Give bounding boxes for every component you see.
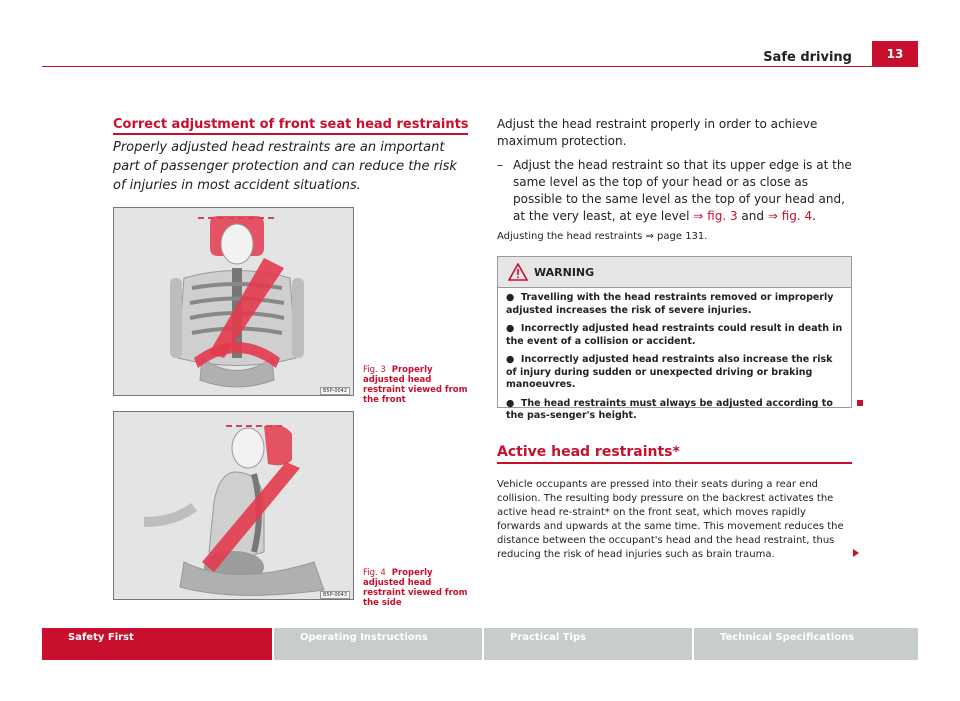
- section-heading: Active head restraints*: [497, 444, 680, 460]
- fig3-link[interactable]: ⇒ fig. 3: [693, 209, 738, 223]
- figure-tag: B5P-0042: [320, 387, 350, 395]
- section-intro: Properly adjusted head restraints are an important part of passenger protection and can reduce the risk of injuries in most accident situations.: [113, 140, 457, 193]
- section-heading: Correct adjustment of front seat head restraints: [113, 117, 469, 132]
- figure-side-view: [113, 411, 354, 600]
- warning-item-text: Incorrectly adjusted head restraints could result in death in the event of a collision or accident.: [506, 323, 843, 347]
- fig4-link[interactable]: ⇒ fig. 4: [767, 209, 813, 223]
- figure-caption: [363, 568, 468, 608]
- figure-tag: B5P-0043: [320, 591, 350, 599]
- step-text-main: Adjust the head restraint so that its upper edge is at the same level as the top of your head or as close as possible to the same level as the top of your head and, at the very least, at eye level: [513, 158, 852, 223]
- section-heading-rule: [497, 462, 852, 464]
- warning-title: WARNING: [534, 266, 595, 279]
- active-restraints-body: Vehicle occupants are pressed into their seats during a rear end collision. The resulting body pressure on the backrest activates the active head re-straint* on the front seat, which moves rapidly forwards and upwards at the same time. This movement reduces the distance between the occupant's head and the head restraint, thus reducing the risk of head injuries such as brain trauma.: [497, 479, 844, 560]
- warning-item: ● Travelling with the head restraints removed or improperly adjusted increases the risk of severe injuries.: [506, 292, 834, 316]
- tab-operating-instructions[interactable]: Operating Instructions: [274, 628, 482, 660]
- step-and: and: [737, 209, 768, 223]
- figure-front-view: [113, 207, 354, 396]
- warning-item-text: The head restraints must always be adjusted according to the pas-senger's height.: [506, 397, 833, 421]
- warning-list: [498, 288, 851, 423]
- warning-item-text: Travelling with the head restraints removed or improperly adjusted increases the risk of severe injuries.: [506, 292, 834, 316]
- warning-icon: [508, 263, 528, 281]
- warning-box: [497, 256, 852, 421]
- paragraph-intro: Adjust the head restraint properly in order to achieve maximum protection.: [497, 117, 818, 148]
- continue-arrow-icon: [852, 548, 860, 558]
- step-text: [513, 157, 855, 225]
- tab-practical-tips[interactable]: Practical Tips: [484, 628, 692, 660]
- header-section-title: Safe driving: [763, 50, 852, 65]
- end-marker: [857, 400, 863, 406]
- step-end: .: [812, 209, 816, 223]
- tab-technical-specifications[interactable]: Technical Specifications: [694, 628, 918, 660]
- figure-number: Fig. 4: [363, 568, 386, 578]
- warning-item: ● Incorrectly adjusted head restraints also increase the risk of injury during sudden or unexpected driving or braking manoeuvres.: [506, 354, 833, 390]
- step-dash: –: [497, 158, 503, 172]
- figure-caption: [363, 365, 468, 405]
- warning-item: ● The head restraints must always be adjusted according to the pas-senger's height.: [506, 397, 833, 421]
- skeleton-front-illustration: [114, 208, 353, 395]
- figure-caption-text: Properly adjusted head restraint viewed from the side: [363, 568, 468, 608]
- adjust-note: Adjusting the head restraints ⇒ page 131.: [497, 231, 708, 242]
- header-rule: [42, 66, 918, 67]
- figure-caption-text: Properly adjusted head restraint viewed from the front: [363, 365, 468, 405]
- skeleton-side-illustration: [114, 412, 353, 599]
- figure-number: Fig. 3: [363, 365, 386, 375]
- warning-item: ● Incorrectly adjusted head restraints could result in death in the event of a collision or accident.: [506, 323, 843, 347]
- tab-safety-first[interactable]: Safety First: [42, 628, 272, 660]
- footer-nav: [42, 628, 918, 660]
- page-number: 13: [872, 41, 918, 67]
- warning-item-text: Incorrectly adjusted head restraints also increase the risk of injury during sudden or unexpected driving or braking manoeuvres.: [506, 354, 833, 390]
- section-heading-rule: [113, 133, 468, 135]
- warning-header: [498, 257, 851, 288]
